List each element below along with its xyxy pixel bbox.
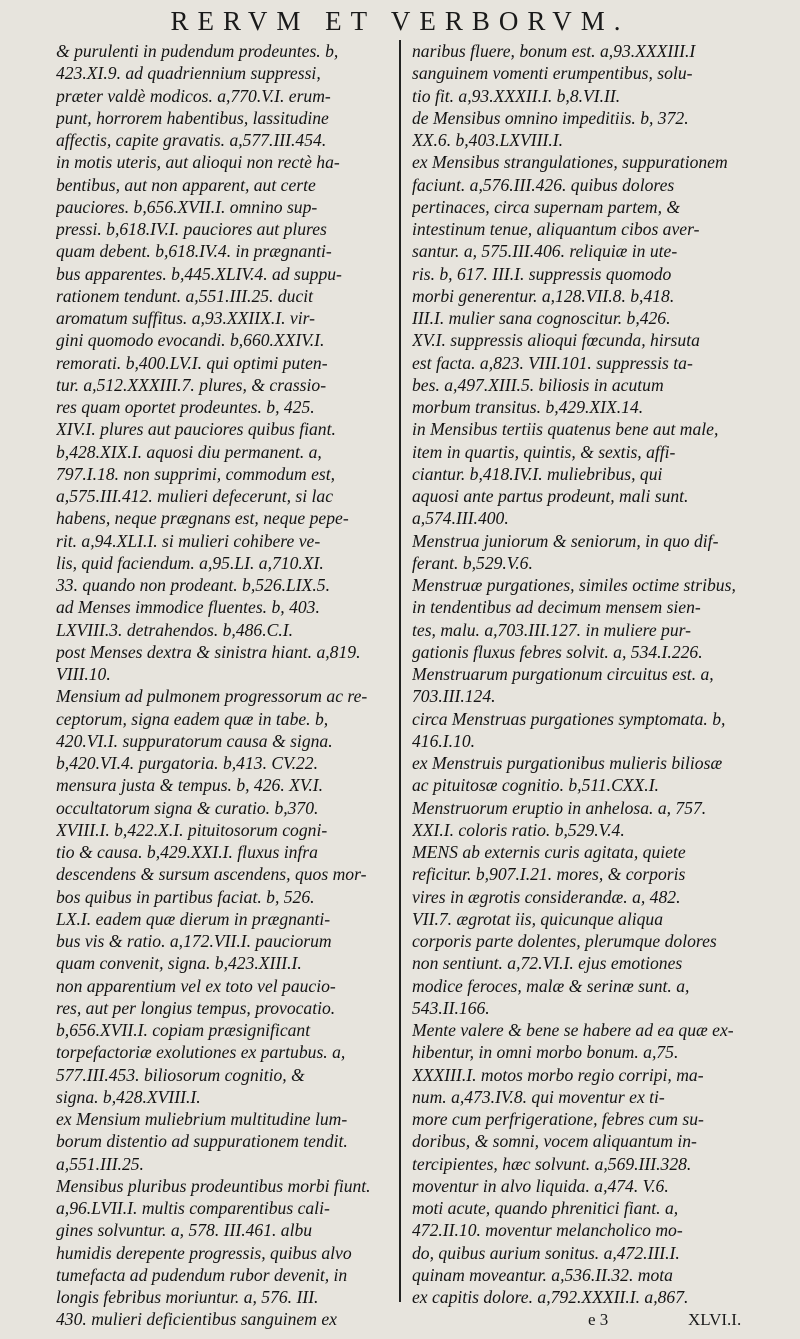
index-line: pertinaces, circa supernam partem, & [412, 196, 681, 217]
index-line: Menstruorum eruptio in anhelosa. a, 757. [412, 797, 707, 818]
index-line: b,656.XVII.I. copiam præsignificant [56, 1020, 311, 1040]
index-line: bus vis & ratio. a,172.VII.I. pauciorum [56, 931, 332, 951]
index-line: Mensibus pluribus prodeuntibus morbi fiunt. [56, 1175, 371, 1196]
index-line: bus apparentes. b,445.XLIV.4. ad suppu- [56, 263, 342, 284]
index-line: in tendentibus ad decimum mensem sien- [412, 597, 701, 618]
index-line: occultatorum signa & curatio. b,370. [56, 797, 319, 818]
index-line: ceptorum, signa eadem quæ in tabe. b, [56, 708, 329, 729]
index-line: morbum transitus. b,429.XIX.14. [412, 397, 644, 417]
index-line: circa Menstruas purgationes symptomata. b, [412, 708, 726, 729]
index-line: VIII.10. [56, 664, 111, 684]
index-line: quam convenit, signa. b,423.XIII.I. [56, 953, 302, 974]
index-line: gini quomodo evocandi. b,660.XXIV.I. [56, 330, 325, 351]
index-line: 577.III.453. biliosorum cognitio, & [56, 1064, 305, 1085]
index-line: corporis parte dolentes, plerumque dolores [412, 931, 717, 951]
index-line: XXXIII.I. motos morbo regio corripi, ma- [412, 1064, 704, 1085]
index-line: rationem tendunt. a,551.III.25. ducit [56, 285, 314, 306]
index-line: 420.VI.I. suppuratorum causa & signa. [56, 730, 333, 751]
index-line: LXVIII.3. detrahendos. b,486.C.I. [56, 619, 294, 640]
index-line: faciunt. a,576.III.426. quibus dolores [412, 174, 675, 195]
index-line: affectis, capite gravatis. a,577.III.454. [56, 130, 327, 150]
index-line: doribus, & somni, vocem aliquantum in- [412, 1131, 697, 1152]
index-line: descendens & sursum ascendens, quos mor- [56, 864, 367, 885]
index-line: gationis fluxus febres solvit. a, 534.I.226. [412, 641, 703, 662]
index-line: aquosi ante partus prodeunt, mali sunt. [412, 486, 689, 506]
index-line: a,96.LVII.I. multis comparentibus cali- [56, 1198, 330, 1218]
index-column-left [56, 40, 386, 1331]
index-line: aromatum suffitus. a,93.XXIIX.I. vir- [56, 308, 315, 328]
index-line: ex Menstruis purgationibus mulieris biliosæ [412, 753, 723, 773]
index-column-right [412, 40, 754, 1308]
index-line: naribus fluere, bonum est. a,93.XXXIII.I [412, 41, 696, 61]
index-line: morbi generentur. a,128.VII.8. b,418. [412, 285, 675, 306]
index-line: est facta. a,823. VIII.101. suppressis ta- [412, 352, 693, 373]
index-line: sanguinem vomenti erumpentibus, solu- [412, 63, 693, 84]
index-line: Menstrua juniorum & seniorum, in quo dif- [412, 530, 719, 551]
index-line: intestinum tenue, aliquantum cibos aver- [412, 219, 700, 239]
index-line: ris. b, 617. III.I. suppressis quomodo [412, 263, 672, 284]
index-line: pressi. b,618.IV.I. pauciores aut plures [56, 219, 327, 239]
index-line: do, quibus aurium sonitus. a,472.III.I. [412, 1242, 680, 1263]
index-line: ex Mensibus strangulationes, suppurationem [412, 152, 728, 173]
index-line: res, aut per longius tempus, provocatio. [56, 997, 336, 1018]
index-line: longis febribus moriuntur. a, 576. III. [56, 1287, 319, 1307]
index-line: 543.II.166. [412, 997, 490, 1018]
index-line: 797.I.18. non supprimi, commodum est, [56, 463, 336, 484]
index-line: 416.I.10. [412, 730, 476, 751]
index-line: tio fit. a,93.XXXII.I. b,8.VI.II. [412, 85, 621, 106]
index-line: a,551.III.25. [56, 1153, 144, 1174]
index-line: signa. b,428.XVIII.I. [56, 1086, 201, 1107]
index-line: 472.II.10. moventur melancholico mo- [412, 1220, 683, 1241]
index-line: a,574.III.400. [412, 508, 509, 529]
index-line: reficitur. b,907.I.21. mores, & corporis [412, 864, 686, 885]
index-line: moventur in alvo liquida. a,474. V.6. [412, 1175, 669, 1196]
index-line: a,575.III.412. mulieri defecerunt, si lac [56, 486, 334, 506]
index-line: ciantur. b,418.IV.I. muliebribus, qui [412, 463, 663, 484]
index-line: bentibus, aut non apparent, aut certe [56, 174, 316, 195]
index-line: b,420.VI.4. purgatoria. b,413. CV.22. [56, 753, 318, 773]
index-line: non sentiunt. a,72.VI.I. ejus emotiones [412, 953, 683, 974]
catchword: XLVI.I. [688, 1310, 742, 1329]
index-line: remorati. b,400.LV.I. qui optimi puten- [56, 352, 328, 373]
index-line: gines solvuntur. a, 578. III.461. albu [56, 1220, 313, 1241]
index-line: punt, horrorem habentibus, lassitudine [56, 107, 329, 128]
index-line: torpefactoriæ exolutiones ex partubus. a, [56, 1042, 346, 1063]
index-line: moti acute, quando phrenitici fiant. a, [412, 1198, 679, 1218]
index-line: bes. a,497.XIII.5. biliosis in acutum [412, 374, 664, 395]
index-line: ferant. b,529.V.6. [412, 552, 533, 573]
index-line: XIV.I. plures aut pauciores quibus fiant. [56, 419, 336, 440]
index-line: res quam oportet prodeuntes. b, 425. [56, 397, 315, 417]
index-line: III.I. mulier sana cognoscitur. b,426. [412, 308, 671, 328]
index-line: XXI.I. coloris ratio. b,529.V.4. [412, 819, 625, 840]
index-line: b,428.XIX.I. aquosi diu permanent. a, [56, 441, 322, 462]
index-line: humidis derepente progressis, quibus alvo [56, 1242, 352, 1263]
index-line: bos quibus in partibus faciat. b, 526. [56, 886, 315, 907]
index-line: mensura justa & tempus. b, 426. XV.I. [56, 775, 323, 796]
column-divider [399, 40, 401, 1302]
index-line: in motis uteris, aut alioqui non rectè ha- [56, 152, 340, 173]
index-line: præter valdè modicos. a,770.V.I. erum- [56, 85, 331, 106]
signature-mark: e 3 [588, 1310, 609, 1329]
index-line: de Mensibus omnino impeditiis. b, 372. [412, 107, 689, 128]
index-line: non apparentium vel ex toto vel paucio- [56, 975, 336, 996]
index-line: lis, quid faciendum. a,95.LI. a,710.XI. [56, 552, 324, 573]
index-line: & purulenti in pudendum prodeuntes. b, [56, 41, 339, 61]
index-line: quinam moveantur. a,536.II.32. mota [412, 1264, 673, 1285]
index-line: XX.6. b,403.LXVIII.I. [412, 130, 563, 150]
index-line: ex capitis dolore. a,792.XXXII.I. a,867. [412, 1287, 689, 1307]
index-line: tur. a,512.XXXIII.7. plures, & crassio- [56, 374, 327, 395]
index-line: Mente valere & bene se habere ad ea quæ ex- [412, 1020, 734, 1040]
index-line: vires in ægrotis considerandæ. a, 482. [412, 886, 681, 907]
index-line: ad Menses immodice fluentes. b, 403. [56, 597, 320, 618]
running-header: RERVM ET VERBORVM. [170, 6, 630, 36]
index-line: ex Mensium muliebrium multitudine lum- [56, 1109, 348, 1129]
index-line: VII.7. ægrotat iis, quicunque aliqua [412, 908, 664, 929]
index-line: XV.I. suppressis alioqui fœcunda, hirsuta [412, 330, 700, 351]
index-line: hibentur, in omni morbo bonum. a,75. [412, 1042, 679, 1063]
index-line: XVIII.I. b,422.X.I. pituitosorum cogni- [56, 819, 328, 840]
index-line: 430. mulieri deficientibus sanguinem ex [56, 1309, 337, 1330]
index-line: num. a,473.IV.8. qui moventur ex ti- [412, 1086, 665, 1107]
index-line: MENS ab externis curis agitata, quiete [412, 842, 686, 862]
index-line: quam debent. b,618.IV.4. in prægnanti- [56, 241, 332, 262]
index-line: Menstruæ purgationes, similes octime stribus, [412, 575, 736, 595]
index-line: habens, neque prægnans est, neque pepe- [56, 508, 349, 529]
index-line: 703.III.124. [412, 686, 496, 707]
index-line: Mensium ad pulmonem progressorum ac re- [56, 686, 368, 707]
index-line: ac pituitosæ cognitio. b,511.CXX.I. [412, 775, 659, 796]
index-line: post Menses dextra & sinistra hiant. a,819. [56, 641, 361, 662]
index-line: 33. quando non prodeant. b,526.LIX.5. [56, 575, 331, 595]
index-line: Menstruarum purgationum circuitus est. a, [412, 664, 714, 684]
index-line: tes, malu. a,703.III.127. in muliere pur- [412, 619, 691, 640]
index-line: LX.I. eadem quæ dierum in prægnanti- [56, 908, 331, 929]
index-line: tio & causa. b,429.XXI.I. fluxus infra [56, 842, 318, 862]
index-line: more cum perfrigeratione, febres cum su- [412, 1109, 704, 1129]
index-line: item in quartis, quintis, & sextis, affi- [412, 441, 676, 462]
index-line: rit. a,94.XLI.I. si mulieri cohibere ve- [56, 530, 321, 551]
index-line: tumefacta ad pudendum rubor devenit, in [56, 1264, 348, 1285]
index-line: in Mensibus tertiis quatenus bene aut male, [412, 419, 719, 440]
index-line: 423.XI.9. ad quadriennium suppressi, [56, 63, 321, 84]
index-line: modice feroces, malæ & serinæ sunt. a, [412, 975, 690, 996]
index-line: santur. a, 575.III.406. reliquiæ in ute- [412, 241, 678, 262]
index-line: borum distentio ad suppurationem tendit. [56, 1131, 348, 1152]
index-line: pauciores. b,656.XVII.I. omnino sup- [56, 196, 318, 217]
index-line: tercipientes, hæc solvunt. a,569.III.328. [412, 1153, 692, 1174]
